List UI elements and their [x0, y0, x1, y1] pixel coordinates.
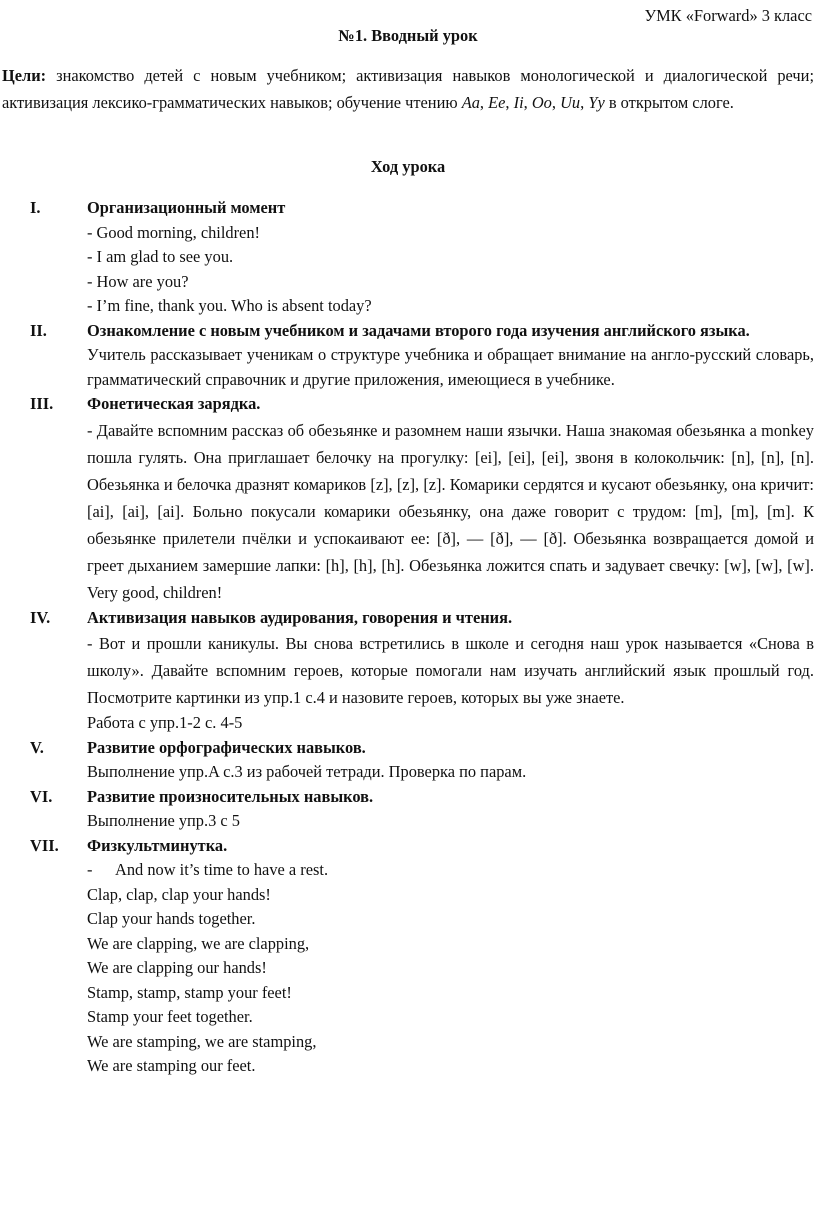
- dialogue-line: - I am glad to see you.: [87, 247, 234, 266]
- dialogue-line: - How are you?: [87, 271, 189, 291]
- section-paragraph: Учитель рассказывает ученикам о структуре учебника и обращает внимание на англо-русский словарь, грамматический справочник и другие приложения, имеющиеся в учебнике.: [87, 345, 814, 389]
- poem-line: Stamp, stamp, stamp your feet!: [87, 982, 292, 1002]
- goals-label: Цели:: [2, 66, 47, 85]
- poem-line: Stamp your feet together.: [87, 1007, 253, 1026]
- goals-tail: в открытом слоге.: [604, 92, 734, 112]
- section-number: I.: [30, 198, 41, 217]
- section-number: III.: [30, 394, 54, 413]
- section-6: [0, 785, 816, 834]
- letter-yy: Yy: [588, 92, 605, 112]
- lesson-sections: [0, 196, 816, 1079]
- section-4: [0, 606, 816, 736]
- poem-line: We are clapping our hands!: [87, 958, 267, 977]
- letter-oo: Oo: [531, 92, 552, 112]
- dialogue-line: - Good morning, children!: [87, 222, 260, 242]
- rest-line: [87, 858, 814, 883]
- section-5: [0, 736, 816, 785]
- section-7: [0, 834, 816, 1079]
- letter-ii: Ii: [513, 92, 524, 112]
- section-title: Активизация навыков аудирования, говорения и чтения.: [87, 607, 513, 627]
- goals-paragraph: Цели: знакомство детей с новым учебником; активизация навыков монологической и диалогической речи; активизация лексико-грамматических навыков; обучение чтению Aa, Ee, Ii, Oo, Uu, Yy в открытом слоге.: [2, 66, 814, 112]
- poem-line: Clap your hands together.: [87, 909, 256, 928]
- rest-text: And now it’s time to have a rest.: [115, 860, 329, 879]
- section-title: Развитие произносительных навыков.: [87, 786, 374, 806]
- letter-uu: Uu: [560, 92, 581, 112]
- section-2: [0, 319, 816, 393]
- course-header: УМК «Forward» 3 класс: [644, 6, 812, 25]
- section-note: Выполнение упр.3 с 5: [87, 811, 240, 830]
- section-title: Фонетическая зарядка.: [87, 394, 261, 413]
- list-dash: -: [87, 860, 93, 879]
- poem-line: We are stamping, we are stamping,: [87, 1031, 317, 1051]
- section-title: Развитие орфографических навыков.: [87, 737, 366, 757]
- section-title: Физкультминутка.: [87, 835, 228, 855]
- section-1: [0, 196, 816, 319]
- section-title: Ознакомление с новым учебником и задачами второго года изучения английского языка.: [87, 320, 750, 340]
- course-heading: Ход урока: [370, 157, 446, 176]
- section-title: Организационный момент: [87, 198, 286, 217]
- section-paragraph: - Вот и прошли каникулы. Вы снова встретились в школе и сегодня наш урок называется «Снова в школу». Давайте вспомним героев, которые помогали нам изучать английский язык прошлый год. Посмотрите картинки из упр.1 с.4 и назовите героев, которых вы уже знаете.: [87, 634, 814, 707]
- section-number: V.: [30, 737, 44, 757]
- section-number: II.: [30, 320, 47, 340]
- section-note: Работа с упр.1-2 с. 4-5: [87, 713, 243, 732]
- poem-line: We are stamping our feet.: [87, 1056, 256, 1075]
- goals-text: знакомство детей с новым учебником; активизация навыков монологической и диалогической речи; активизация лексико-грамматических навыков; обучение чтению: [2, 66, 814, 112]
- section-3: [0, 392, 816, 606]
- poem-line: Clap, clap, clap your hands!: [87, 884, 271, 904]
- poem-line: We are clapping, we are clapping,: [87, 933, 310, 953]
- section-number: VII.: [30, 835, 59, 855]
- section-number: VI.: [30, 786, 53, 806]
- dialogue-line: - I’m fine, thank you. Who is absent today?: [87, 296, 372, 315]
- lesson-title: №1. Вводный урок: [338, 26, 478, 45]
- section-number: IV.: [30, 607, 51, 627]
- section-paragraph: - Давайте вспомним рассказ об обезьянке и разомнем наши язычки. Наша знакомая обезьянка a monkey пошла гулять. Она приглашает белочку на прогулку: [ei], [ei], [ei], звоня в колокольчик: [n], [n], [n]. Обезьянка и белочка дразнят комариков [z], [z], [z]. Комарики сердятся и кусают обезьянку, она кричит: [ai], [ai], [ai]. Больно покусали комарики обезьянку, она даже говорит с трудом: [m], [m], [m]. К обезьянке прилетели пчёлки и успокаивают ее: [ð], — [ð], — [ð]. Обезьянка возвращается домой и греет дыханием замершие лапки: [h], [h], [h]. Обезьянка ложится спать и задувает свечку: [w], [w], [w]. Very good, children!: [87, 420, 814, 602]
- section-note: Выполнение упр.A с.3 из рабочей тетради. Проверка по парам.: [87, 762, 527, 781]
- letter-aa: Aa: [461, 92, 480, 112]
- letter-ee: Ee: [488, 92, 506, 112]
